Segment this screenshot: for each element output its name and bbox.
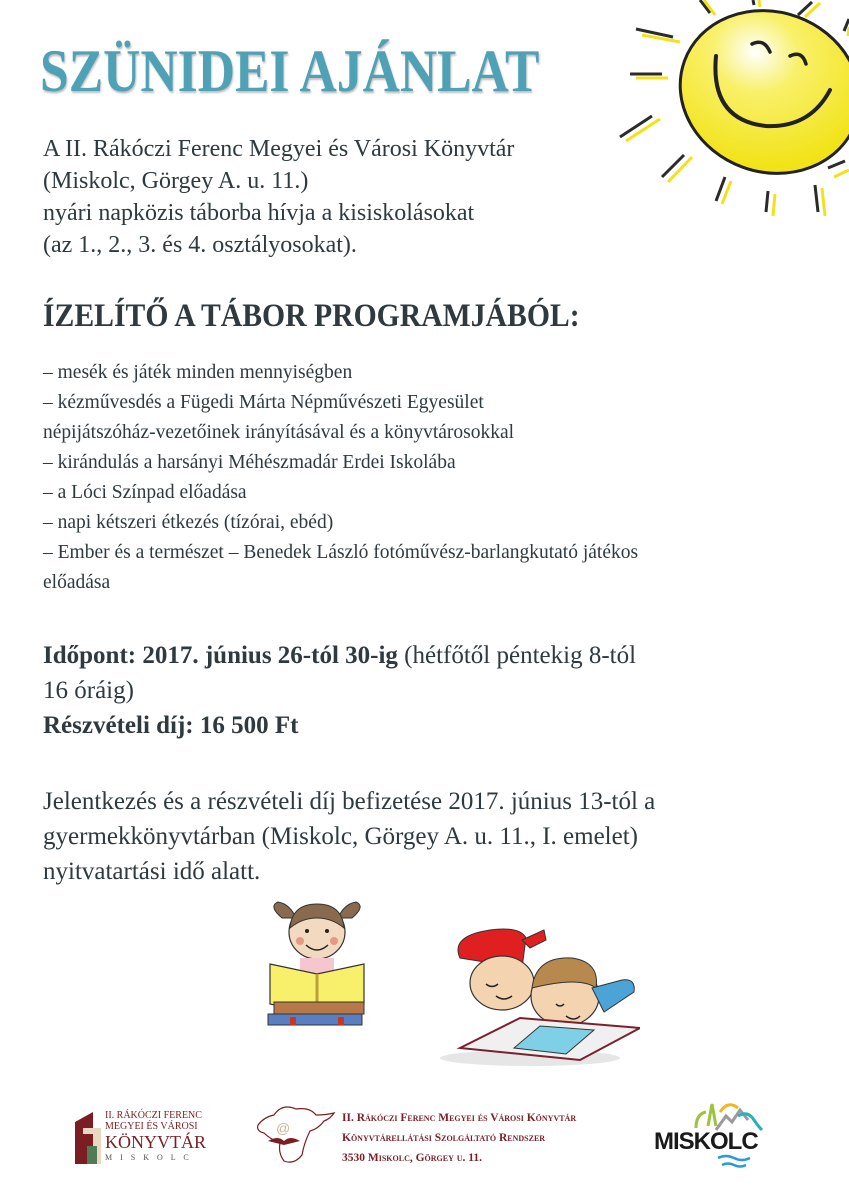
county-map-icon bbox=[248, 1103, 338, 1173]
library-network-address: 3530 Miskolc, Görgey u. 11. bbox=[342, 1152, 483, 1164]
date-note: (hétfőtől péntekig 8-tól bbox=[397, 642, 637, 669]
library-network-logo bbox=[248, 1103, 628, 1173]
intro-text bbox=[43, 133, 514, 261]
program-list bbox=[43, 358, 638, 598]
fee-label: Részvételi díj: 16 500 Ft bbox=[43, 712, 299, 739]
date-line bbox=[43, 638, 636, 673]
library-network-line: II. Rákóczi Ferenc Megyei és Városi Könyvtár bbox=[342, 1112, 577, 1124]
miskolc-city-logo bbox=[650, 1098, 790, 1170]
library-network-line: Könyvtárellátási Szolgáltató Rendszer bbox=[342, 1132, 546, 1144]
program-item: – kézművesdés a Fügedi Márta Népművészeti Egyesület bbox=[43, 392, 484, 413]
library-logo-line: II. RÁKÓCZI FERENC bbox=[105, 1110, 202, 1121]
kids-reading-icon bbox=[420, 918, 640, 1068]
library-logo bbox=[75, 1110, 205, 1170]
program-item: – a Lóci Színpad előadása bbox=[43, 482, 247, 503]
date-label: Időpont: 2017. június 26-tól 30-ig bbox=[43, 642, 398, 669]
program-item: – napi kétszeri étkezés (tízórai, ebéd) bbox=[43, 512, 334, 533]
intro-line: (az 1., 2., 3. és 4. osztályosokat). bbox=[43, 232, 357, 258]
registration-line: gyermekkönyvtárban (Miskolc, Görgey A. u. 11., I. emelet) bbox=[43, 823, 638, 850]
miskolc-water-icon bbox=[716, 1154, 752, 1170]
library-building-icon bbox=[75, 1112, 109, 1164]
intro-line: A II. Rákóczi Ferenc Megyei és Városi Könyvtár bbox=[43, 136, 515, 162]
library-logo-name: KÖNYVTÁR bbox=[105, 1132, 206, 1152]
registration-line: nyitvatartási idő alatt. bbox=[43, 858, 261, 885]
girl-reading-icon bbox=[262, 898, 372, 1026]
registration-line: Jelentkezés és a részvételi díj befizetése 2017. június 13-tól a bbox=[43, 788, 656, 815]
sun-icon bbox=[600, 0, 849, 230]
miskolc-logo-text: MISKOLC bbox=[654, 1128, 758, 1155]
intro-line: nyári napközis táborba hívja a kisiskolásokat bbox=[43, 200, 475, 226]
page-title: SZÜNIDEI AJÁNLAT bbox=[40, 38, 540, 104]
intro-line: (Miskolc, Görgey A. u. 11.) bbox=[43, 168, 309, 194]
program-item: – kirándulás a harsányi Méhészmadár Erdei Iskolába bbox=[43, 452, 456, 473]
date-note-continued: 16 óráig) bbox=[43, 677, 134, 704]
program-item: – Ember és a természet – Benedek László fotóművész-barlangkutató játékos bbox=[43, 542, 639, 563]
library-logo-city: M I S K O L C bbox=[105, 1153, 192, 1162]
event-details bbox=[43, 638, 636, 743]
program-item: népijátszóház-vezetőinek irányításával és a könyvtárosokkal bbox=[43, 422, 515, 443]
library-logo-line: MEGYEI ÉS VÁROSI bbox=[105, 1121, 198, 1132]
program-heading: ÍZELÍTŐ A TÁBOR PROGRAMJÁBÓL: bbox=[43, 298, 580, 334]
svg-text:@: @ bbox=[276, 1120, 291, 1136]
fee-line bbox=[43, 708, 636, 743]
sun-face bbox=[657, 0, 849, 198]
program-item: előadása bbox=[43, 572, 111, 593]
program-item: – mesék és játék minden mennyiségben bbox=[43, 362, 353, 383]
registration-text bbox=[43, 784, 655, 889]
library-network-text bbox=[342, 1108, 576, 1168]
